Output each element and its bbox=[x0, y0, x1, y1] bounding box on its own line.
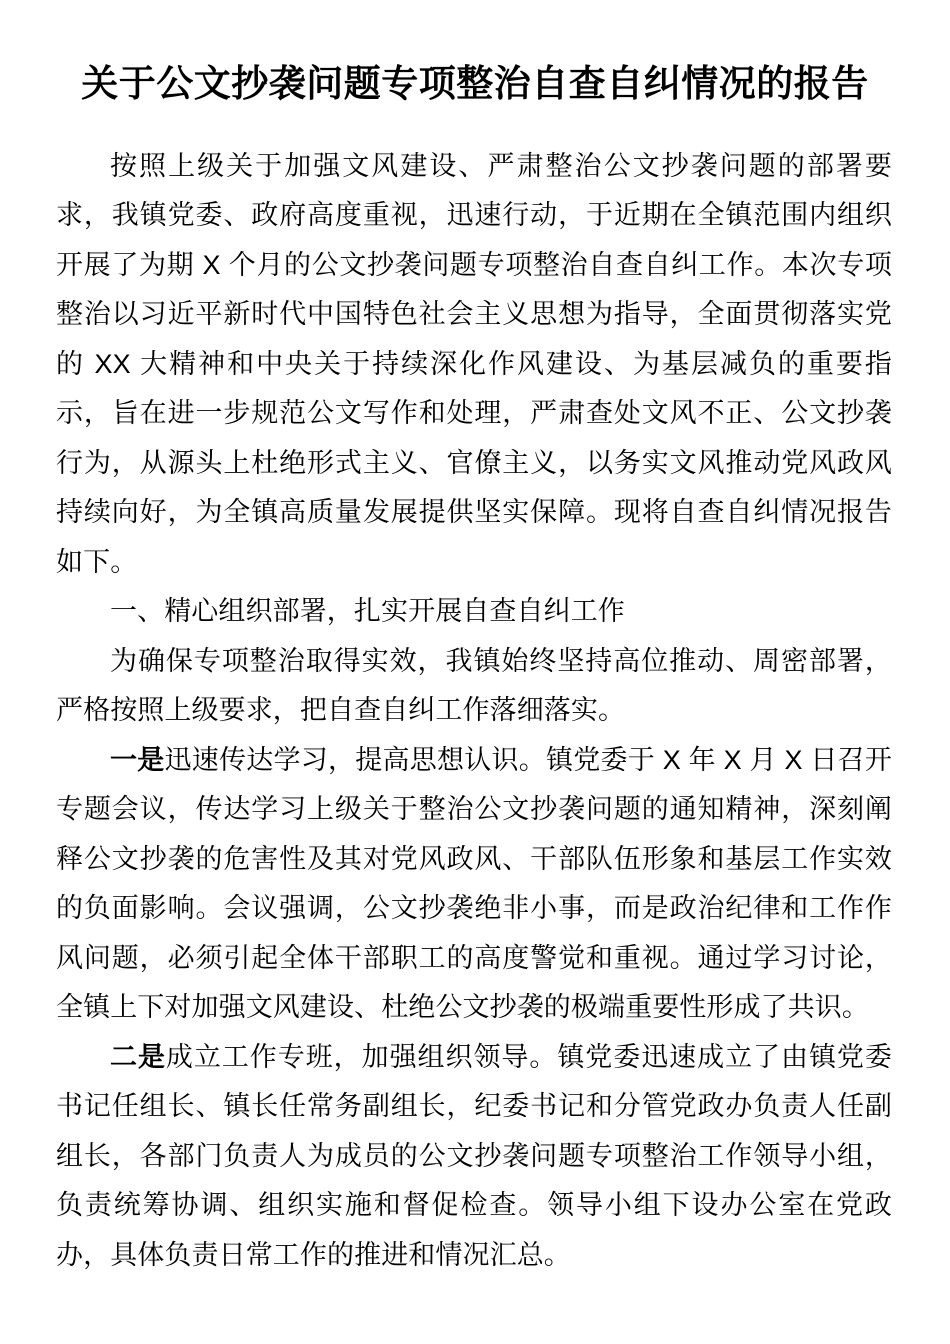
paragraph-point-2 bbox=[56, 1033, 892, 1281]
section-heading-text: 一、精心组织部署，扎实开展自查自纠工作 bbox=[110, 596, 625, 627]
paragraph-section-1-intro bbox=[56, 637, 892, 736]
point-lead-label: 一是 bbox=[110, 744, 165, 775]
paragraph-text: 为确保专项整治取得实效，我镇始终坚持高位推动、周密部署，严格按照上级要求，把自查自纠工作落细落实。 bbox=[56, 645, 892, 726]
paragraph-text: 按照上级关于加强文风建设、严肃整治公文抄袭问题的部署要求，我镇党委、政府高度重视，迅速行动，于近期在全镇范围内组织开展了为期 X 个月的公文抄袭问题专项整治自查自纠工作。本次专项整治以习近平新时代中国特色社会主义思想为指导，全面贯彻落实党的 XX 大精神和中央关于持续深化作风建设、为基层减负的重要指示，旨在进一步规范公文写作和处理，严肃查处文风不正、公文抄袭行为，从源头上杜绝形式主义、官僚主义，以务实文风推动党风政风持续向好，为全镇高质量发展提供坚实保障。现将自查自纠情况报告如下。 bbox=[56, 150, 892, 577]
document-body bbox=[0, 142, 950, 1281]
section-heading-1 bbox=[56, 587, 892, 637]
paragraph-text: 迅速传达学习，提高思想认识。镇党委于 X 年 X 月 X 日召开专题会议，传达学习上级关于整治公文抄袭问题的通知精神，深刻阐释公文抄袭的危害性及其对党风政风、干部队伍形象和基层工作实效的负面影响。会议强调，公文抄袭绝非小事，而是政治纪律和工作作风问题，必须引起全体干部职工的高度警觉和重视。通过学习讨论，全镇上下对加强文风建设、杜绝公文抄袭的极端重要性形成了共识。 bbox=[56, 744, 893, 1023]
paragraph-intro bbox=[56, 142, 892, 588]
point-lead-label: 二是 bbox=[110, 1041, 166, 1072]
paragraph-text: 成立工作专班，加强组织领导。镇党委迅速成立了由镇党委书记任组长、镇长任常务副组长，纪委书记和分管党政办负责人任副组长，各部门负责人为成员的公文抄袭问题专项整治工作领导小组，负责统筹协调、组织实施和督促检查。领导小组下设办公室在党政办，具体负责日常工作的推进和情况汇总。 bbox=[56, 1041, 892, 1270]
paragraph-point-1 bbox=[56, 736, 892, 1033]
document-title: 关于公文抄袭问题专项整治自查自纠情况的报告 bbox=[81, 63, 869, 104]
